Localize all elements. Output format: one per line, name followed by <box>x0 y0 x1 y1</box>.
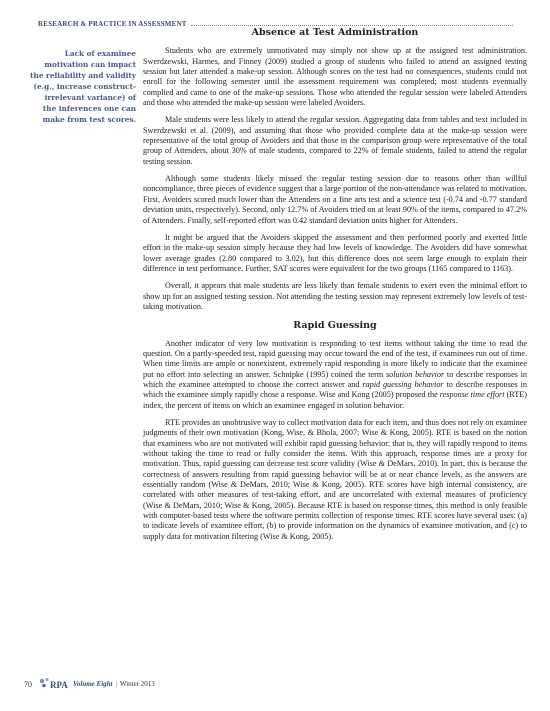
paragraph: Male students were less likely to attend the regular session. Aggregating data from tables and text included in Swerdzewski et al. (2009), and assuming that those who provided complete data at the make-up session were representative of the total group of Avoiders and that those in the comparison group were representative of the total group of Attenders, about 30% of male students, compared to 22% of female students, failed to attend the regular testing session. <box>143 115 527 166</box>
footer-separator: | <box>115 680 117 688</box>
paragraph: Students who are extremely unmotivated may simply not show up at the assigned test administration. Swerdzewski, Harmes, and Finney (2009) studied a group of students who failed to attend an assigned testing session but later attended a make-up session. Although scores on the test had no consequences, students could not enroll for the following semester until the assessment requirement was completed; most students eventually complied and came to one of the make-up sessions. Those who attended the regular session were labeled Attenders and those who attended the make-up session were labeled Avoiders. <box>143 46 527 108</box>
paragraph-text: Another indicator of very low motivation is responding to test items without taking the time to read the question. On a partly-speeded test, rapid guessing may occur toward the end of the test, if examinees run out of time. When time limits are ample or nonexistent, extremely rapid responding is more likely to indicate that the examinee put no effort into selecting an answer. Schnipke (1995) coined the term <box>143 338 527 379</box>
journal-section-label: RESEARCH & PRACTICE IN ASSESSMENT <box>38 20 187 28</box>
term-response-time-effort: response time effort <box>439 390 505 400</box>
header-dotted-rule <box>191 25 513 26</box>
paragraph-text: to describe responses in which the examinee simply rapidly chose a response. Wise and Kong (2005) proposed the <box>143 379 527 400</box>
journal-issue: Winter 2013 <box>119 680 155 688</box>
article-body <box>143 28 527 549</box>
section-heading-absence: Absence at Test Administration <box>251 27 419 38</box>
journal-volume: Volume Eight <box>73 680 113 688</box>
rpa-logo-text: RPA <box>50 680 68 690</box>
rpa-logo <box>38 677 68 691</box>
term-solution-behavior: solution behavior <box>385 369 445 379</box>
term-rapid-guessing-behavior: rapid guessing behavior <box>362 379 444 389</box>
paragraph-text: to describe responses in which the examinee attempted to choose the correct answer and <box>143 369 527 389</box>
paragraph: RTE provides an unobtrusive way to collect motivation data for each item, and thus does not rely on examinee judgments of their own motivation (Kong, Wise, & Bhola, 2007; Wise & Kong, 2005). RTE is based on the notion that examinees who are not motivated will exhibit rapid guessing behavior; that is, they will rapidly respond to items without taking the time to read or fully consider the items. With this approach, response times are a proxy for motivation. Thus, rapid guessing can decrease test score validity (Wise & DeMars, 2010). In part, this is because the correctness of answers resulting from rapid guessing behavior will be at or near chance levels, as the answers are essentially random (Wise & DeMars, 2010; Wise & Kong, 2005). RTE scores have high internal consistency, are correlated with other measures of test-taking effort, and are uncorrelated with external measures of proficiency (Wise & DeMars, 2010; Wise & Kong, 2005). Because RTE is based on response times, this method is only feasible with computer-based tests where the software permits collection of response times. RTE scores have several uses: (a) to indicate levels of examinee effort, (b) to provide information on the dynamics of examinee motivation, and (c) to supply data for motivation filtering (Wise & Kong, 2005). <box>143 418 527 541</box>
paragraph: Overall, it appears that male students are less likely than female students to exert even the minimal effort to show up for an assigned testing session. Not attending the testing session may represent extremely low levels of test-taking motivation. <box>143 281 527 311</box>
paragraph: It might be argued that the Avoiders skipped the assessment and then performed poorly and exerted little effort in the make-up session simply because they had low levels of knowledge. The Avoiders did have somewhat lower average grades (2.80 compared to 3.02), but this difference does not seem large enough to explain their difference in test performance. Further, SAT scores were equivalent for the two groups (1165 compared to 1163). <box>143 232 527 273</box>
rpa-logo-icon <box>38 677 68 691</box>
section-heading-rapid-guessing: Rapid Guessing <box>293 320 377 332</box>
paragraph-text: (RTE) index, the percent of items on which an examinee engaged in solution behavior. <box>143 390 527 410</box>
page-footer <box>24 677 155 691</box>
paragraph <box>143 339 527 411</box>
page-number: 70 <box>24 679 32 689</box>
paragraph: Although some students likely missed the regular testing session due to reasons other than willful noncompliance, three pieces of evidence suggest that a large portion of the non-attendance was related to motivation. First, Avoiders scored much lower than the Attenders on a fine arts test and a science test (-0.74 and -0.77 standard deviation units, respectively). Second, only 12.7% of Avoiders tried on at least 90% of the items, compared to 47.2% of Attenders. Finally, self-reported effort was 0.42 standard deviation units higher for Attenders. <box>143 174 527 225</box>
pull-quote: Lack of examinee motivation can impact the reliability and validity (e.g., increase construct-irrelevant variance) of the inferences one can make from test scores. <box>30 49 136 124</box>
